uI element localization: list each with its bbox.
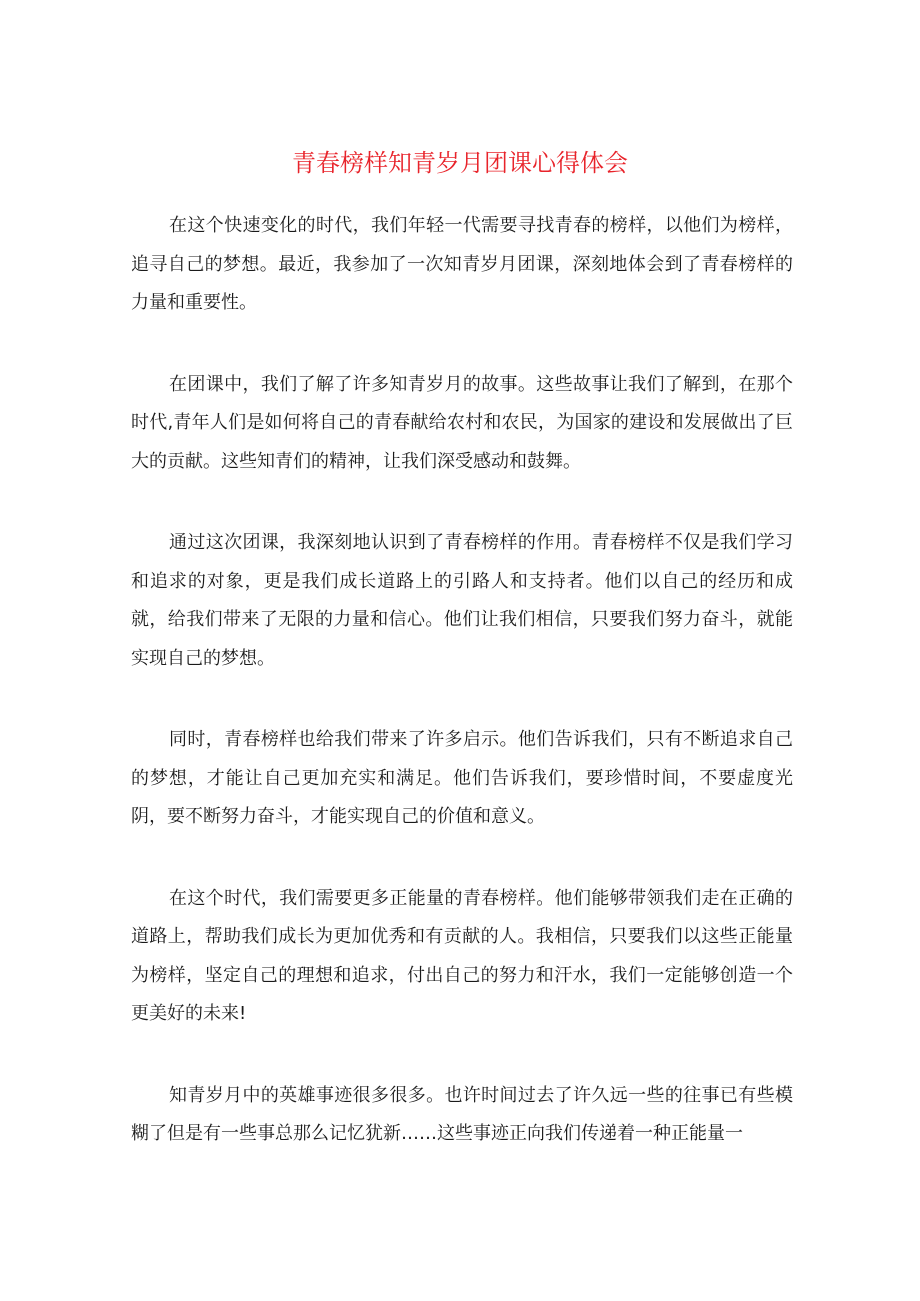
paragraph: 在团课中，我们了解了许多知青岁月的故事。这些故事让我们了解到，在那个时代,青年人们是如何将自己的青春献给农村和农民，为国家的建设和发展做出了巨大的贡献。这些知青们的精神，让我们深受感动和鼓舞。 <box>131 373 793 472</box>
paragraph: 同时，青春榜样也给我们带来了许多启示。他们告诉我们，只有不断追求自己的梦想，才能让自己更加充实和满足。他们告诉我们，要珍惜时间，不要虚度光阴，要不断努力奋斗，才能实现自己的价值和意义。 <box>131 729 793 827</box>
paragraph: 在这个快速变化的时代，我们年轻一代需要寻找青春的榜样，以他们为榜样，追寻自己的梦想。最近，我参加了一次知青岁月团课，深刻地体会到了青春榜样的力量和重要性。 <box>131 215 793 313</box>
document-body <box>131 207 793 1197</box>
paragraph: 在这个时代，我们需要更多正能量的青春榜样。他们能够带领我们走在正确的道路上，帮助我们成长为更加优秀和有贡献的人。我相信，只要我们以这些正能量为榜样，坚定自己的理想和追求，付出自己的努力和汗水，我们一定能够创造一个更美好的未来! <box>131 887 793 1024</box>
paragraph: 通过这次团课，我深刻地认识到了青春榜样的作用。青春榜样不仅是我们学习和追求的对象，更是我们成长道路上的引路人和支持者。他们以自己的经历和成就，给我们带来了无限的力量和信心。他们让我们相信，只要我们努力奋斗，就能实现自己的梦想。 <box>131 532 793 669</box>
document-title: 青春榜样知青岁月团课心得体会 <box>292 149 628 177</box>
paragraph: 知青岁月中的英雄事迹很多很多。也许时间过去了许久远一些的往事已有些模糊了但是有一些事总那么记忆犹新……这些事迹正向我们传递着一种正能量一 <box>131 1084 793 1144</box>
